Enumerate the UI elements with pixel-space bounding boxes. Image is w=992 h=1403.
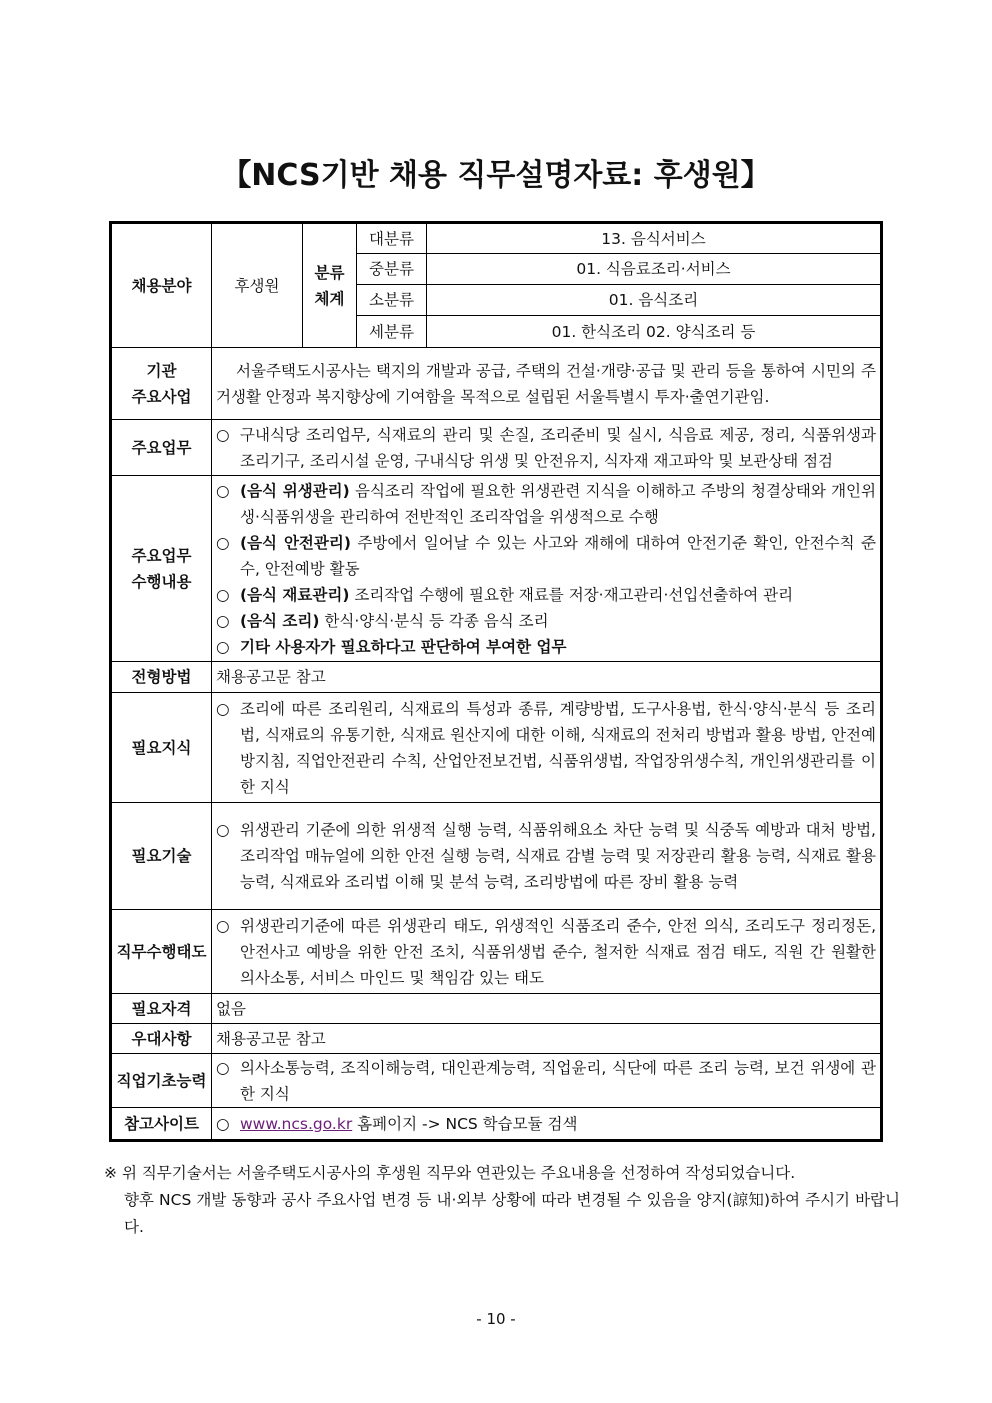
preference-label: 우대사항 — [111, 1024, 212, 1054]
main-duty-item: ○ 구내식당 조리업무, 식재료의 관리 및 손질, 조리준비 및 실시, 식음료 제공, 정리, 식품위생과 조리기구, 조리시설 운영, 구내식당 위생 및 안전유지, 식자재 재고파악 및 보관상태 점검 — [216, 422, 876, 474]
qualification-text: 없음 — [212, 994, 882, 1024]
job-description-table — [109, 221, 883, 1142]
required-skills-label: 필요기술 — [111, 803, 212, 910]
duty-item-ingredients: ○ (음식 재료관리) 조리작업 수행에 필요한 재료를 저장·재고관리·선입선출하여 관리 — [216, 582, 876, 608]
circle-bullet-icon: ○ — [216, 611, 230, 630]
row-required-knowledge — [111, 693, 882, 803]
required-knowledge-item: ○ 조리에 따른 조리원리, 식재료의 특성과 종류, 계량방법, 도구사용법, 한식·양식·분식 등 조리법, 식재료의 유통기한, 식재료 원산지에 대한 이해, 식재료의 전처리 방법과 활용 방법, 안전예방지침, 직업안전관리 수칙, 산업안전보건법, 식품위생법, 작업장위생수칙, 개인위생관리를 이한 지식 — [216, 696, 876, 800]
circle-bullet-icon: ○ — [216, 916, 230, 935]
footnote: ※ 위 직무기술서는 서울주택도시공사의 후생원 직무와 연관있는 주요내용을 선정하여 작성되었습니다. 향후 NCS 개발 동향과 공사 주요사업 변경 등 내·외부 상황에 따라 변경될 수 있음을 양지(諒知)하여 주시기 바랍니다. — [104, 1164, 900, 1236]
row-preference — [111, 1024, 882, 1054]
duty-item-cooking: ○ (음식 조리) 한식·양식·분식 등 각종 음식 조리 — [216, 608, 876, 634]
circle-bullet-icon: ○ — [216, 637, 230, 656]
org-business-text: 서울주택도시공사는 택지의 개발과 공급, 주택의 건설·개량·공급 및 관리 등을 통하여 시민의 주거생활 안정과 복지향상에 기여함을 목적으로 설립된 서울특별시 투자·출연기관임. — [212, 348, 882, 420]
field-value: 후생원 — [212, 223, 303, 348]
reference-site-text: 홈페이지 -> NCS 학습모듈 검색 — [357, 1114, 578, 1133]
work-attitude-label: 직무수행태도 — [111, 910, 212, 994]
required-knowledge-label: 필요지식 — [111, 693, 212, 803]
class-level-detail: 세분류 — [357, 316, 427, 348]
duty-item-safety: ○ (음식 안전관리) 주방에서 일어날 수 있는 사고와 재해에 대하여 안전기준 확인, 안전수칙 준수, 안전예방 활동 — [216, 530, 876, 582]
duty-item-other: ○ 기타 사용자가 필요하다고 판단하여 부여한 업무 — [216, 634, 876, 660]
class-level-major: 대분류 — [357, 223, 427, 254]
reference-site-label: 참고사이트 — [111, 1108, 212, 1141]
ncs-site-link[interactable]: www.ncs.go.kr — [240, 1114, 353, 1133]
row-selection-method — [111, 662, 882, 693]
class-value-major: 13. 음식서비스 — [427, 223, 882, 254]
page-number: - 10 - — [476, 1310, 516, 1328]
circle-bullet-icon: ○ — [216, 533, 230, 552]
row-required-skills — [111, 803, 882, 910]
document-title: 【NCS기반 채용 직무설명자료: 후생원】 — [221, 158, 771, 193]
row-duty-content — [111, 476, 882, 662]
row-org-business — [111, 348, 882, 420]
row-qualification — [111, 994, 882, 1024]
field-label: 채용분야 — [111, 223, 212, 348]
row-basic-competency — [111, 1054, 882, 1108]
main-duty-label: 주요업무 — [111, 420, 212, 476]
work-attitude-item: ○ 위생관리기준에 따른 위생관리 태도, 위생적인 식품조리 준수, 안전 의식, 조리도구 정리정돈, 안전사고 예방을 위한 안전 조치, 식품위생법 준수, 철저한 식재료 점검 태도, 직원 간 원활한 의사소통, 서비스 마인드 및 책임감 있는 태도 — [216, 913, 876, 991]
row-work-attitude — [111, 910, 882, 994]
class-value-middle: 01. 식음료조리·서비스 — [427, 254, 882, 285]
row-main-duty — [111, 420, 882, 476]
circle-bullet-icon: ○ — [216, 821, 230, 839]
circle-bullet-icon: ○ — [216, 699, 230, 718]
circle-bullet-icon: ○ — [216, 1114, 230, 1133]
duty-content-label: 주요업무 수행내용 — [111, 476, 212, 662]
basic-competency-label: 직업기초능력 — [111, 1054, 212, 1108]
row-reference-site — [111, 1108, 882, 1141]
circle-bullet-icon: ○ — [216, 1058, 230, 1077]
preference-text: 채용공고문 참고 — [212, 1024, 882, 1054]
class-level-middle: 중분류 — [357, 254, 427, 285]
duty-item-hygiene: ○ (음식 위생관리) 음식조리 작업에 필요한 위생관련 지식을 이해하고 주방의 청결상태와 개인위생·식품위생을 관리하여 전반적인 조리작업을 위생적으로 수행 — [216, 478, 876, 530]
selection-method-text: 채용공고문 참고 — [212, 662, 882, 693]
circle-bullet-icon: ○ — [216, 425, 230, 444]
circle-bullet-icon: ○ — [216, 585, 230, 604]
class-level-minor: 소분류 — [357, 285, 427, 316]
qualification-label: 필요자격 — [111, 994, 212, 1024]
class-value-minor: 01. 음식조리 — [427, 285, 882, 316]
org-business-label: 기관 주요사업 — [111, 348, 212, 420]
circle-bullet-icon: ○ — [216, 481, 230, 500]
class-value-detail: 01. 한식조리 02. 양식조리 등 — [427, 316, 882, 348]
basic-competency-item: ○ 의사소통능력, 조직이해능력, 대인관계능력, 직업윤리, 식단에 따른 조리 능력, 보건 위생에 관한 지식 — [216, 1055, 876, 1107]
selection-method-label: 전형방법 — [111, 662, 212, 693]
required-skills-item: ○ 위생관리 기준에 의한 위생적 실행 능력, 식품위해요소 차단 능력 및 식중독 예방과 대처 방법, 조리작업 매뉴얼에 의한 안전 실행 능력, 식재료 감별 능력 및 저장관리 활용 능력, 식재료 활용 능력, 식재료와 조리법 이해 및 분석 능력, 조리방법에 따른 장비 활용 능력 — [216, 817, 876, 895]
classification-label: 분류 체계 — [303, 223, 357, 348]
reference-mark-icon: ※ — [104, 1164, 117, 1182]
